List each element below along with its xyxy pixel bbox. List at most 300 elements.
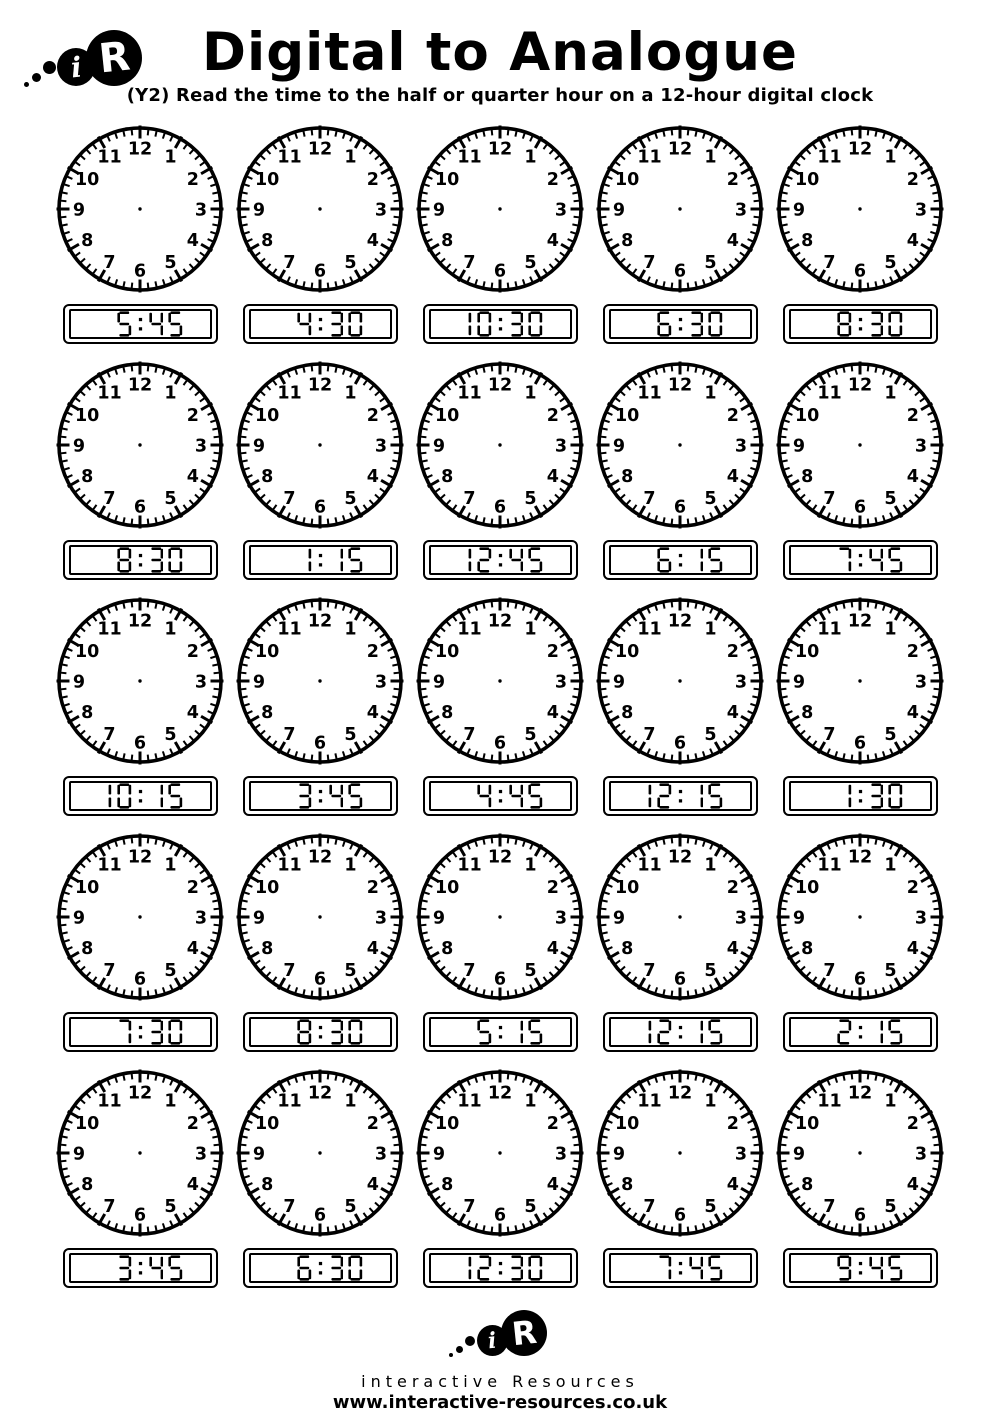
clock-face	[55, 596, 225, 766]
clock-number: 4	[186, 1174, 199, 1195]
clock-number: 1	[884, 1091, 897, 1112]
clock-number: 12	[307, 611, 333, 632]
clock-number: 12	[127, 1083, 153, 1104]
seven-segment-digit	[657, 1019, 672, 1045]
clock-number: 9	[252, 1144, 266, 1165]
clock-number: 11	[97, 1091, 122, 1112]
seven-segment-blank	[97, 311, 112, 337]
clock-face	[235, 124, 405, 294]
clock-number: 10	[794, 169, 820, 190]
clock-center-dot	[678, 207, 681, 210]
clock-number: 3	[374, 672, 388, 693]
clock-number: 12	[667, 847, 693, 868]
clock-number: 6	[493, 1205, 507, 1226]
clock-number: 4	[726, 702, 739, 723]
clock-number: 4	[726, 1174, 739, 1195]
seven-segment-digit	[348, 547, 363, 573]
seven-segment-blank	[817, 311, 832, 337]
clock-number: 1	[524, 619, 537, 640]
clock-number: 3	[194, 908, 208, 929]
clock-number: 7	[643, 1197, 656, 1218]
clock-number: 6	[493, 969, 507, 990]
digital-display-screen	[789, 545, 932, 575]
clock-center-dot	[858, 679, 861, 682]
clock-number: 4	[906, 1174, 919, 1195]
clock-number: 8	[801, 1174, 814, 1195]
clock-number: 1	[704, 383, 717, 404]
clock-number: 4	[366, 230, 379, 251]
clock-number: 3	[194, 1144, 208, 1165]
clock-number: 7	[823, 1197, 836, 1218]
seven-segment-digit	[117, 783, 132, 809]
clock-number: 4	[366, 938, 379, 959]
clock-face	[55, 1068, 225, 1238]
seven-segment-digit	[348, 311, 363, 337]
seven-segment-digit	[657, 783, 672, 809]
digital-display	[243, 540, 398, 580]
clock-cell	[50, 360, 230, 580]
clock-cell	[590, 124, 770, 344]
clock-number: 7	[643, 961, 656, 982]
clock-number: 12	[127, 847, 153, 868]
clock-number: 5	[164, 1197, 177, 1218]
clock-number: 4	[366, 466, 379, 487]
seven-segment-colon	[677, 547, 684, 573]
seven-segment-blank	[277, 311, 292, 337]
clock-number: 6	[313, 1205, 327, 1226]
seven-segment-digit	[837, 1019, 852, 1045]
seven-segment-colon	[857, 1019, 864, 1045]
clock-number: 10	[614, 169, 640, 190]
clock-number: 2	[546, 405, 559, 426]
clock-face	[415, 360, 585, 530]
seven-segment-digit	[528, 1255, 543, 1281]
digital-display-screen	[69, 781, 212, 811]
clock-number: 4	[906, 702, 919, 723]
digital-display-screen	[789, 309, 932, 339]
clock-number: 9	[792, 908, 806, 929]
clock-number: 11	[637, 147, 662, 168]
clock-number: 10	[794, 405, 820, 426]
digital-display	[423, 776, 578, 816]
clock-grid	[50, 124, 950, 1288]
clock-number: 10	[74, 1113, 100, 1134]
clock-number: 3	[374, 1144, 388, 1165]
seven-segment-digit	[708, 311, 723, 337]
clock-number: 3	[374, 908, 388, 929]
clock-number: 10	[254, 405, 280, 426]
seven-segment-digit	[348, 783, 363, 809]
seven-segment-colon	[137, 783, 144, 809]
digital-display	[783, 540, 938, 580]
clock-number: 6	[313, 497, 327, 518]
seven-segment-blank	[277, 547, 292, 573]
seven-segment-digit	[477, 1255, 492, 1281]
seven-segment-digit	[528, 311, 543, 337]
clock-number: 12	[487, 847, 513, 868]
clock-face	[775, 832, 945, 1002]
clock-number: 8	[801, 230, 814, 251]
digital-display	[423, 540, 578, 580]
seven-segment-digit	[708, 1019, 723, 1045]
clock-number: 12	[667, 611, 693, 632]
clock-center-dot	[858, 443, 861, 446]
clock-number: 5	[524, 253, 537, 274]
clock-number: 5	[704, 489, 717, 510]
digital-display	[243, 1012, 398, 1052]
clock-number: 5	[164, 489, 177, 510]
clock-number: 2	[906, 1113, 919, 1134]
digital-display-screen	[69, 545, 212, 575]
logo-letter-i: i	[486, 1327, 499, 1354]
clock-number: 5	[704, 961, 717, 982]
clock-face	[415, 1068, 585, 1238]
clock-face	[595, 832, 765, 1002]
clock-number: 10	[614, 405, 640, 426]
clock-cell	[230, 124, 410, 344]
digital-display-screen	[429, 1253, 572, 1283]
seven-segment-digit	[837, 1255, 852, 1281]
clock-number: 7	[103, 961, 116, 982]
clock-number: 4	[186, 938, 199, 959]
seven-segment-digit	[457, 1255, 472, 1281]
clock-number: 7	[103, 253, 116, 274]
clock-number: 9	[432, 672, 446, 693]
seven-segment-colon	[677, 311, 684, 337]
clock-number: 1	[164, 1091, 177, 1112]
clock-number: 3	[914, 908, 928, 929]
seven-segment-colon	[137, 311, 144, 337]
digital-display-screen	[249, 781, 392, 811]
seven-segment-digit	[329, 783, 344, 809]
digital-display-screen	[69, 1017, 212, 1047]
logo-letter-r: R	[96, 33, 132, 83]
digital-display-screen	[249, 1253, 392, 1283]
clock-number: 7	[823, 725, 836, 746]
seven-segment-digit	[657, 1255, 672, 1281]
seven-segment-digit	[657, 311, 672, 337]
seven-segment-colon	[497, 311, 504, 337]
digital-display	[243, 776, 398, 816]
seven-segment-digit	[149, 311, 164, 337]
seven-segment-digit	[117, 1255, 132, 1281]
clock-number: 8	[801, 702, 814, 723]
clock-number: 1	[884, 619, 897, 640]
clock-number: 5	[344, 961, 357, 982]
seven-segment-digit	[117, 1019, 132, 1045]
clock-number: 1	[704, 147, 717, 168]
clock-number: 6	[133, 969, 147, 990]
seven-segment-digit	[348, 1255, 363, 1281]
clock-number: 7	[463, 725, 476, 746]
clock-number: 10	[74, 169, 100, 190]
clock-number: 4	[906, 466, 919, 487]
clock-number: 6	[493, 733, 507, 754]
clock-number: 10	[434, 641, 460, 662]
clock-number: 11	[277, 619, 302, 640]
clock-number: 5	[884, 253, 897, 274]
clock-number: 2	[546, 169, 559, 190]
clock-number: 11	[817, 1091, 842, 1112]
seven-segment-digit	[297, 547, 312, 573]
seven-segment-digit	[149, 1255, 164, 1281]
clock-number: 11	[277, 383, 302, 404]
digital-display-screen	[609, 781, 752, 811]
clock-center-dot	[858, 207, 861, 210]
clock-number: 4	[906, 938, 919, 959]
clock-number: 12	[307, 375, 333, 396]
seven-segment-digit	[689, 547, 704, 573]
clock-number: 5	[884, 725, 897, 746]
clock-number: 8	[621, 230, 634, 251]
digital-display-screen	[69, 309, 212, 339]
clock-number: 8	[81, 466, 94, 487]
seven-segment-digit	[869, 1019, 884, 1045]
clock-number: 5	[704, 725, 717, 746]
seven-segment-digit	[477, 311, 492, 337]
clock-center-dot	[138, 679, 141, 682]
digital-display-screen	[609, 1017, 752, 1047]
clock-number: 9	[612, 1144, 626, 1165]
clock-number: 2	[546, 641, 559, 662]
seven-segment-digit	[888, 1255, 903, 1281]
clock-face	[775, 124, 945, 294]
clock-number: 8	[261, 702, 274, 723]
clock-face	[235, 360, 405, 530]
clock-number: 11	[817, 855, 842, 876]
clock-number: 7	[823, 961, 836, 982]
seven-segment-digit	[509, 311, 524, 337]
clock-number: 3	[914, 672, 928, 693]
seven-segment-colon	[677, 1255, 684, 1281]
clock-number: 3	[914, 200, 928, 221]
clock-number: 6	[313, 733, 327, 754]
clock-number: 10	[254, 169, 280, 190]
seven-segment-digit	[509, 547, 524, 573]
clock-number: 10	[794, 1113, 820, 1134]
clock-number: 4	[546, 230, 559, 251]
clock-number: 9	[252, 908, 266, 929]
clock-center-dot	[318, 915, 321, 918]
clock-number: 9	[792, 436, 806, 457]
clock-number: 10	[794, 877, 820, 898]
seven-segment-colon	[497, 1255, 504, 1281]
clock-face	[55, 124, 225, 294]
clock-number: 9	[72, 908, 86, 929]
seven-segment-digit	[329, 311, 344, 337]
clock-number: 7	[463, 489, 476, 510]
clock-number: 8	[621, 938, 634, 959]
clock-number: 6	[853, 1205, 867, 1226]
clock-number: 1	[344, 1091, 357, 1112]
clock-center-dot	[498, 679, 501, 682]
clock-number: 1	[344, 855, 357, 876]
seven-segment-digit	[149, 783, 164, 809]
clock-number: 1	[524, 1091, 537, 1112]
clock-number: 8	[261, 230, 274, 251]
seven-segment-digit	[168, 783, 183, 809]
seven-segment-colon	[137, 1019, 144, 1045]
seven-segment-digit	[708, 1255, 723, 1281]
clock-number: 2	[726, 1113, 739, 1134]
clock-number: 1	[524, 383, 537, 404]
clock-number: 8	[81, 1174, 94, 1195]
clock-number: 7	[283, 961, 296, 982]
clock-number: 5	[884, 489, 897, 510]
seven-segment-blank	[817, 783, 832, 809]
clock-number: 9	[72, 200, 86, 221]
seven-segment-digit	[117, 311, 132, 337]
clock-face	[775, 596, 945, 766]
seven-segment-blank	[637, 547, 652, 573]
seven-segment-blank	[277, 1255, 292, 1281]
clock-number: 2	[366, 877, 379, 898]
seven-segment-colon	[497, 783, 504, 809]
clock-face	[595, 360, 765, 530]
digital-display	[603, 304, 758, 344]
clock-number: 3	[194, 436, 208, 457]
clock-number: 3	[554, 672, 568, 693]
clock-number: 10	[434, 877, 460, 898]
clock-number: 5	[164, 725, 177, 746]
clock-number: 11	[637, 855, 662, 876]
clock-number: 9	[612, 436, 626, 457]
clock-number: 8	[801, 466, 814, 487]
clock-number: 8	[621, 1174, 634, 1195]
clock-number: 3	[554, 200, 568, 221]
seven-segment-digit	[509, 783, 524, 809]
clock-number: 7	[103, 489, 116, 510]
clock-center-dot	[318, 443, 321, 446]
clock-center-dot	[498, 1151, 501, 1154]
clock-number: 7	[463, 253, 476, 274]
clock-number: 2	[906, 877, 919, 898]
clock-number: 8	[801, 938, 814, 959]
clock-number: 6	[673, 1205, 687, 1226]
logo-letter-i: i	[68, 50, 84, 84]
clock-number: 12	[487, 139, 513, 160]
clock-center-dot	[498, 207, 501, 210]
seven-segment-colon	[497, 1019, 504, 1045]
seven-segment-blank	[817, 547, 832, 573]
clock-cell	[50, 832, 230, 1052]
seven-segment-colon	[497, 547, 504, 573]
seven-segment-blank	[817, 1255, 832, 1281]
clock-cell	[410, 832, 590, 1052]
seven-segment-blank	[457, 783, 472, 809]
clock-number: 4	[546, 938, 559, 959]
seven-segment-colon	[137, 547, 144, 573]
seven-segment-digit	[869, 1255, 884, 1281]
seven-segment-digit	[297, 1019, 312, 1045]
seven-segment-digit	[689, 311, 704, 337]
clock-number: 11	[277, 1091, 302, 1112]
seven-segment-digit	[869, 547, 884, 573]
logo-letter-r: R	[509, 1312, 539, 1354]
clock-number: 2	[726, 641, 739, 662]
clock-number: 2	[906, 641, 919, 662]
seven-segment-digit	[329, 547, 344, 573]
seven-segment-digit	[477, 783, 492, 809]
seven-segment-digit	[149, 547, 164, 573]
clock-face	[235, 1068, 405, 1238]
clock-number: 11	[457, 147, 482, 168]
clock-number: 4	[726, 230, 739, 251]
digital-display-screen	[249, 1017, 392, 1047]
clock-number: 2	[366, 405, 379, 426]
clock-number: 11	[457, 1091, 482, 1112]
clock-number: 12	[847, 139, 873, 160]
clock-number: 2	[906, 405, 919, 426]
clock-number: 10	[614, 877, 640, 898]
digital-display-screen	[429, 1017, 572, 1047]
clock-cell	[770, 124, 950, 344]
clock-number: 2	[906, 169, 919, 190]
clock-number: 10	[614, 641, 640, 662]
seven-segment-digit	[457, 547, 472, 573]
seven-segment-blank	[97, 1019, 112, 1045]
page-header	[0, 24, 1000, 106]
clock-face	[775, 360, 945, 530]
clock-number: 10	[434, 405, 460, 426]
clock-face	[415, 832, 585, 1002]
clock-number: 6	[853, 261, 867, 282]
clock-number: 12	[847, 375, 873, 396]
clock-number: 9	[612, 200, 626, 221]
clock-number: 6	[853, 969, 867, 990]
seven-segment-blank	[457, 1019, 472, 1045]
seven-segment-digit	[297, 1255, 312, 1281]
seven-segment-digit	[348, 1019, 363, 1045]
clock-cell	[410, 124, 590, 344]
clock-number: 6	[133, 733, 147, 754]
clock-cell	[590, 1068, 770, 1288]
digital-display	[63, 776, 218, 816]
seven-segment-digit	[869, 783, 884, 809]
clock-number: 3	[734, 1144, 748, 1165]
clock-cell	[230, 832, 410, 1052]
seven-segment-blank	[637, 311, 652, 337]
digital-display	[783, 1248, 938, 1288]
clock-face	[415, 596, 585, 766]
clock-number: 3	[554, 436, 568, 457]
clock-number: 2	[366, 169, 379, 190]
clock-number: 2	[546, 1113, 559, 1134]
clock-cell	[770, 1068, 950, 1288]
clock-number: 5	[524, 725, 537, 746]
seven-segment-colon	[137, 1255, 144, 1281]
digital-display	[63, 540, 218, 580]
logo-dot	[456, 1346, 463, 1353]
clock-number: 7	[103, 1197, 116, 1218]
digital-display	[63, 1012, 218, 1052]
clock-cell	[770, 360, 950, 580]
clock-number: 3	[194, 672, 208, 693]
clock-cell	[590, 596, 770, 816]
clock-number: 2	[726, 169, 739, 190]
clock-center-dot	[318, 207, 321, 210]
digital-display	[63, 304, 218, 344]
clock-number: 2	[186, 405, 199, 426]
clock-cell	[230, 596, 410, 816]
clock-number: 11	[457, 855, 482, 876]
clock-center-dot	[138, 915, 141, 918]
digital-display	[243, 304, 398, 344]
clock-number: 12	[127, 611, 153, 632]
clock-number: 3	[914, 436, 928, 457]
digital-display-screen	[69, 1253, 212, 1283]
clock-number: 1	[704, 1091, 717, 1112]
